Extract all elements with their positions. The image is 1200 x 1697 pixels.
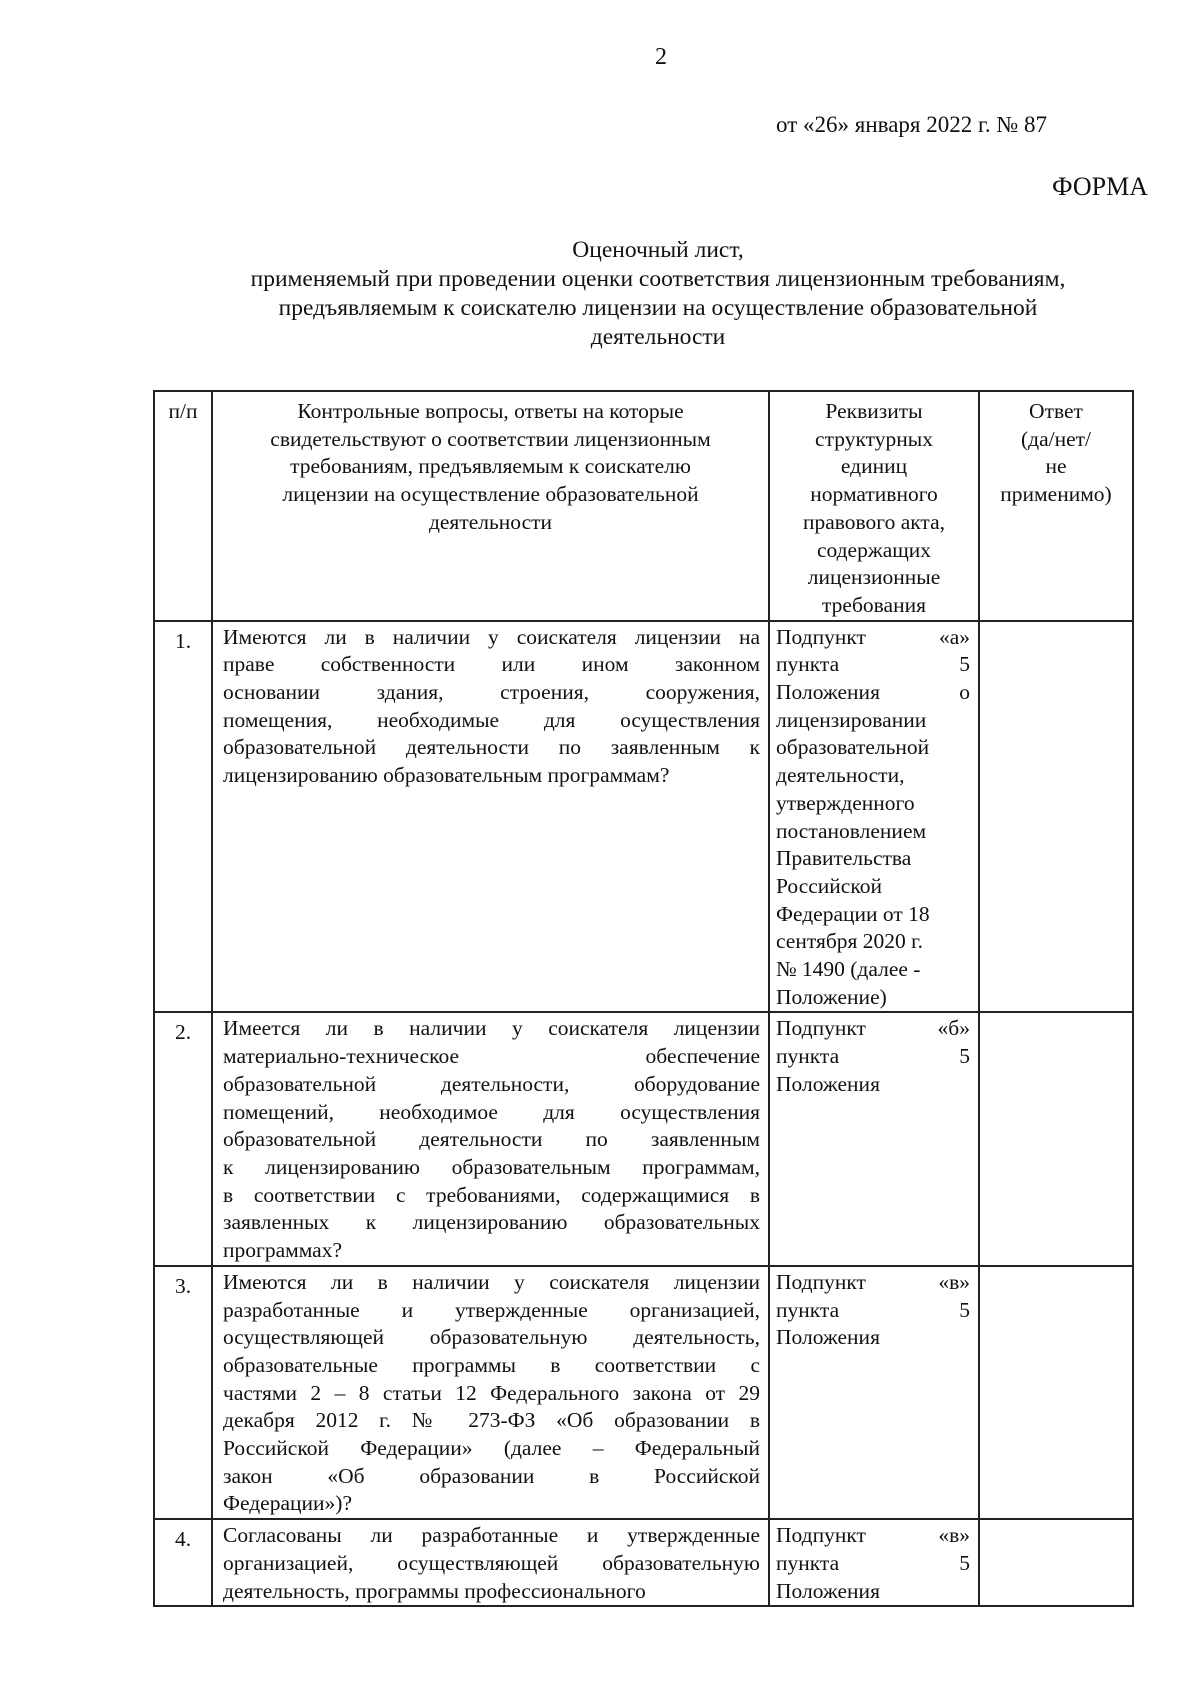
row-number: 4. <box>154 1519 212 1606</box>
answer-cell[interactable] <box>979 621 1133 1013</box>
requisites-line: постановлением <box>776 818 927 843</box>
requisites-line <box>776 1550 970 1578</box>
title-line: применяемый при проведении оценки соответствия лицензионным требованиям, <box>250 266 1066 292</box>
table-row <box>154 621 1133 1013</box>
question-line: частями 2 – 8 статьи 12 Федерального закона от 29 <box>223 1380 760 1405</box>
requisites-word: о <box>959 680 970 705</box>
title-line: предъявляемым к соискателю лицензии на осуществление образовательной <box>278 295 1038 321</box>
header-text-line: Контрольные вопросы, ответы на которые <box>297 399 684 423</box>
answer-cell[interactable] <box>979 1519 1133 1606</box>
control-question <box>212 621 769 1013</box>
header-text-line: правового акта, <box>803 509 945 534</box>
requisites-line: лицензировании <box>776 707 927 732</box>
table-row <box>154 1519 1133 1606</box>
requisites-line: Положения <box>776 1325 880 1350</box>
header-answer <box>979 391 1133 621</box>
requisites-word: Положения <box>776 680 880 705</box>
header-text-line: требованиям, предъявляемым к соискателю <box>290 454 691 479</box>
requisites-word: «а» <box>938 624 970 649</box>
header-text-line: Реквизиты <box>825 399 923 423</box>
requisites-line: Положения <box>776 1071 880 1096</box>
requisites-cell <box>769 1266 979 1519</box>
control-question <box>212 1266 769 1519</box>
table-row <box>154 1012 1133 1265</box>
question-line: материально-техническое обеспечение <box>223 1044 760 1069</box>
requisites-word: Подпункт <box>776 624 866 649</box>
question-line: помещений, необходимое для осуществления <box>223 1099 760 1124</box>
header-text-line: нормативного <box>810 482 938 507</box>
assessment-table <box>153 390 1134 1607</box>
header-text-line: применимо) <box>1000 482 1112 507</box>
question-line: Имеются ли в наличии у соискателя лицензии на <box>223 624 760 649</box>
question-line: декабря 2012 г. № 273-ФЗ «Об образовании в <box>223 1408 760 1433</box>
requisites-cell <box>769 621 979 1013</box>
header-text-line: единиц <box>840 454 908 479</box>
question-line: Имеется ли в наличии у соискателя лицензии <box>223 1016 760 1041</box>
requisites-line: Правительства <box>776 846 912 871</box>
header-text-line: лицензионные <box>807 565 941 590</box>
requisites-word: пункта <box>776 652 840 677</box>
question-line: Имеются ли в наличии у соискателя лицензии <box>223 1269 760 1294</box>
question-line: образовательной деятельности по заявленным к <box>223 735 760 760</box>
requisites-line: деятельности, <box>776 763 905 788</box>
question-line: Федерации»)? <box>223 1491 352 1516</box>
question-line: в соответствии с требованиями, содержащимися в <box>223 1182 760 1207</box>
requisites-line <box>776 1269 970 1297</box>
requisites-line: сентября 2020 г. <box>776 929 923 954</box>
requisites-line <box>776 1043 970 1071</box>
title-line: деятельности <box>590 324 726 350</box>
requisites-line: Положение) <box>776 984 887 1009</box>
requisites-line <box>776 624 970 652</box>
requisites-word: Подпункт <box>776 1269 866 1294</box>
requisites-word: 5 <box>959 652 970 677</box>
header-requisites <box>769 391 979 621</box>
requisites-word: 5 <box>959 1550 970 1575</box>
answer-cell[interactable] <box>979 1266 1133 1519</box>
question-line: лицензированию образовательным программам? <box>223 763 670 788</box>
requisites-line <box>776 1297 970 1325</box>
question-line: образовательной деятельности, оборудование <box>223 1071 760 1096</box>
control-question <box>212 1012 769 1265</box>
row-number: 1. <box>154 621 212 1013</box>
header-text-line: содержащих <box>816 537 932 562</box>
requisites-word: 5 <box>959 1297 970 1322</box>
header-text-line: Ответ <box>1029 399 1083 423</box>
requisites-line <box>776 1015 970 1043</box>
requisites-cell <box>769 1012 979 1265</box>
question-line: заявленных к лицензированию образовательных <box>223 1210 760 1235</box>
page-number: 2 <box>655 44 667 70</box>
answer-cell[interactable] <box>979 1012 1133 1265</box>
header-text-line: (да/нет/ <box>1020 426 1092 451</box>
requisites-word: пункта <box>776 1550 840 1575</box>
question-line: основании здания, строения, сооружения, <box>223 680 760 705</box>
document-title <box>158 236 1158 352</box>
question-line: образовательные программы в соответствии с <box>223 1352 760 1377</box>
row-number: 2. <box>154 1012 212 1265</box>
requisites-line <box>776 1522 970 1550</box>
requisites-line: Российской <box>776 873 882 898</box>
header-text-line: требования <box>822 592 926 617</box>
requisites-word: «в» <box>938 1269 970 1294</box>
table-row <box>154 1266 1133 1519</box>
requisites-word: «в» <box>938 1523 970 1548</box>
question-line: закон «Об образовании в Российской <box>223 1463 760 1488</box>
requisites-cell <box>769 1519 979 1606</box>
row-number: 3. <box>154 1266 212 1519</box>
requisites-word: пункта <box>776 1297 840 1322</box>
requisites-line <box>776 651 970 679</box>
form-label: ФОРМА <box>1052 172 1148 201</box>
header-text-line: свидетельствуют о соответствии лицензионным <box>270 426 711 451</box>
question-line: помещения, необходимые для осуществления <box>223 707 760 732</box>
question-line: праве собственности или ином законном <box>223 652 760 677</box>
requisites-line: образовательной <box>776 735 930 760</box>
question-line: организацией, осуществляющей образовательную <box>223 1550 760 1575</box>
control-question <box>212 1519 769 1606</box>
requisites-line: Положения <box>776 1578 880 1603</box>
requisites-word: Подпункт <box>776 1523 866 1548</box>
requisites-word: пункта <box>776 1044 840 1069</box>
question-line: к лицензированию образовательным программам, <box>223 1154 760 1179</box>
question-line: разработанные и утвержденные организацией, <box>223 1297 760 1322</box>
question-line: осуществляющей образовательную деятельность, <box>223 1325 760 1350</box>
requisites-word: «б» <box>937 1016 970 1041</box>
table-header-row <box>154 391 1133 621</box>
requisites-word: Подпункт <box>776 1016 866 1041</box>
header-text-line: лицензии на осуществление образовательной <box>282 482 699 507</box>
header-text-line: не <box>1045 454 1067 479</box>
title-line: Оценочный лист, <box>572 237 744 263</box>
requisites-line: Федерации от 18 <box>776 901 930 926</box>
header-num: п/п <box>154 391 212 621</box>
question-line: программах? <box>223 1238 343 1263</box>
document-date: от «26» января 2022 г. № 87 <box>776 112 1048 137</box>
question-line: Российской Федерации» (далее – Федеральный <box>223 1436 760 1461</box>
requisites-word: 5 <box>959 1044 970 1069</box>
requisites-line: утвержденного <box>776 790 915 815</box>
question-line: Согласованы ли разработанные и утвержденные <box>223 1523 760 1548</box>
header-text-line: деятельности <box>428 509 553 534</box>
requisites-line: № 1490 (далее - <box>776 957 921 982</box>
question-line: деятельность, программы профессионального <box>223 1578 646 1603</box>
header-text-line: структурных <box>815 426 933 451</box>
header-question <box>212 391 769 621</box>
requisites-line <box>776 679 970 707</box>
question-line: образовательной деятельности по заявленным <box>223 1127 760 1152</box>
